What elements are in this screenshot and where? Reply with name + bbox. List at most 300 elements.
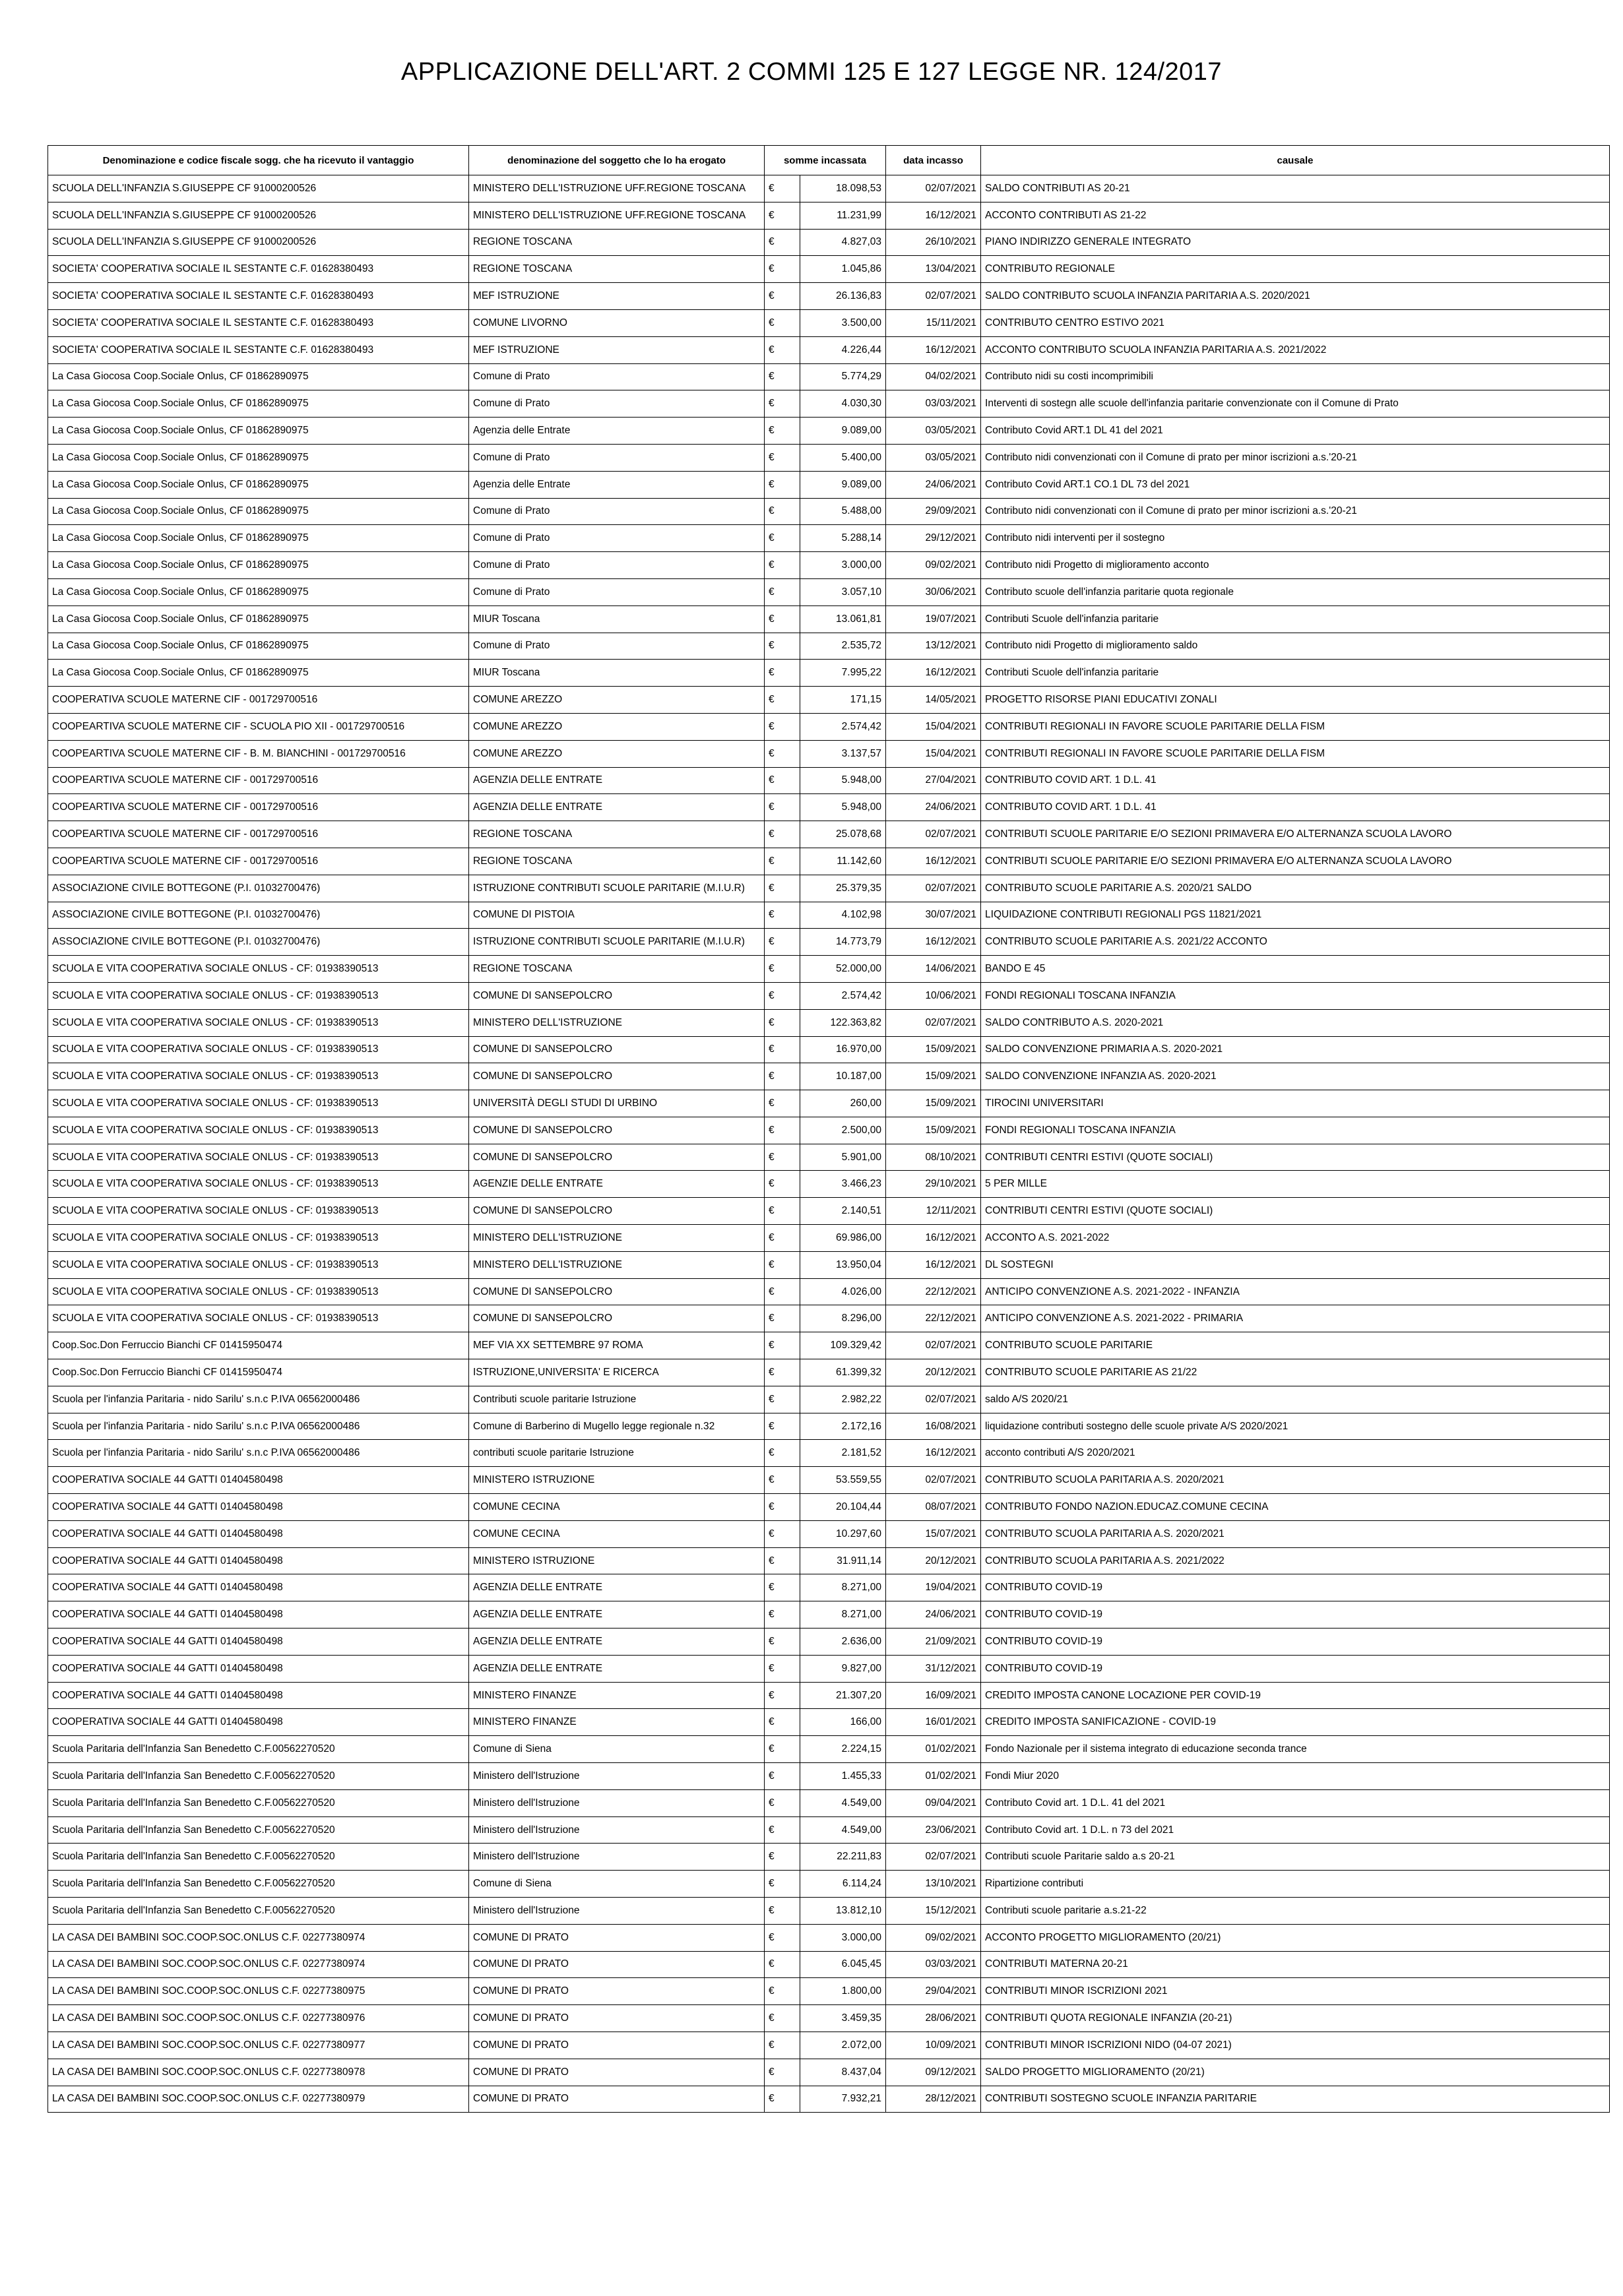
currency-symbol: € bbox=[765, 687, 800, 714]
recipient-cell: COOPEARTIVA SCUOLE MATERNE CIF - 001729700516 bbox=[48, 821, 469, 848]
table-body bbox=[48, 175, 1610, 2113]
issuer-cell: Ministero dell'Istruzione bbox=[469, 1763, 765, 1790]
recipient-cell: SCUOLA DELL'INFANZIA S.GIUSEPPE CF 91000200526 bbox=[48, 229, 469, 256]
date-cell: 09/02/2021 bbox=[886, 552, 981, 579]
amount-cell: 1.800,00 bbox=[800, 1978, 886, 2005]
reason-cell: TIROCINI UNIVERSITARI bbox=[981, 1090, 1610, 1117]
currency-symbol: € bbox=[765, 1278, 800, 1305]
table-row bbox=[48, 525, 1610, 552]
table-row bbox=[48, 1520, 1610, 1547]
amount-cell: 6.114,24 bbox=[800, 1871, 886, 1898]
recipient-cell: LA CASA DEI BAMBINI SOC.COOP.SOC.ONLUS C.F. 02277380974 bbox=[48, 1951, 469, 1978]
date-cell: 29/04/2021 bbox=[886, 1978, 981, 2005]
recipient-cell: Scuola Paritaria dell'Infanzia San Benedetto C.F.00562270520 bbox=[48, 1736, 469, 1763]
recipient-cell: SCUOLA E VITA COOPERATIVA SOCIALE ONLUS - CF: 01938390513 bbox=[48, 1225, 469, 1252]
issuer-cell: MIUR Toscana bbox=[469, 660, 765, 687]
date-cell: 16/12/2021 bbox=[886, 1251, 981, 1278]
reason-cell: CONTRIBUTI MATERNA 20-21 bbox=[981, 1951, 1610, 1978]
currency-symbol: € bbox=[765, 767, 800, 794]
reason-cell: BANDO E 45 bbox=[981, 956, 1610, 983]
date-cell: 15/04/2021 bbox=[886, 713, 981, 740]
reason-cell: CONTRIBUTI REGIONALI IN FAVORE SCUOLE PARITARIE DELLA FISM bbox=[981, 740, 1610, 767]
table-row bbox=[48, 1655, 1610, 1682]
date-cell: 26/10/2021 bbox=[886, 229, 981, 256]
amount-cell: 10.297,60 bbox=[800, 1520, 886, 1547]
amount-cell: 2.140,51 bbox=[800, 1198, 886, 1225]
contributions-table bbox=[48, 145, 1610, 2113]
amount-cell: 69.986,00 bbox=[800, 1225, 886, 1252]
table-row bbox=[48, 794, 1610, 821]
amount-cell: 11.142,60 bbox=[800, 848, 886, 875]
table-row bbox=[48, 471, 1610, 498]
recipient-cell: La Casa Giocosa Coop.Sociale Onlus, CF 01862890975 bbox=[48, 418, 469, 445]
issuer-cell: Ministero dell'Istruzione bbox=[469, 1844, 765, 1871]
amount-cell: 260,00 bbox=[800, 1090, 886, 1117]
date-cell: 09/04/2021 bbox=[886, 1789, 981, 1816]
issuer-cell: Comune di Prato bbox=[469, 552, 765, 579]
currency-symbol: € bbox=[765, 1198, 800, 1225]
currency-symbol: € bbox=[765, 444, 800, 471]
date-cell: 02/07/2021 bbox=[886, 175, 981, 202]
recipient-cell: Scuola Paritaria dell'Infanzia San Benedetto C.F.00562270520 bbox=[48, 1844, 469, 1871]
recipient-cell: Scuola per l'infanzia Paritaria - nido Sarilu' s.n.c P.IVA 06562000486 bbox=[48, 1386, 469, 1413]
reason-cell: CONTRIBUTO SCUOLE PARITARIE bbox=[981, 1332, 1610, 1359]
table-row bbox=[48, 1844, 1610, 1871]
amount-cell: 18.098,53 bbox=[800, 175, 886, 202]
table-row bbox=[48, 1278, 1610, 1305]
reason-cell: CONTRIBUTI SCUOLE PARITARIE E/O SEZIONI PRIMAVERA E/O ALTERNANZA SCUOLA LAVORO bbox=[981, 821, 1610, 848]
currency-symbol: € bbox=[765, 256, 800, 283]
table-row bbox=[48, 875, 1610, 902]
currency-symbol: € bbox=[765, 1144, 800, 1171]
recipient-cell: COOPERATIVA SOCIALE 44 GATTI 01404580498 bbox=[48, 1601, 469, 1629]
issuer-cell: ISTRUZIONE,UNIVERSITA' E RICERCA bbox=[469, 1359, 765, 1386]
reason-cell: CONTRIBUTI SCUOLE PARITARIE E/O SEZIONI PRIMAVERA E/O ALTERNANZA SCUOLA LAVORO bbox=[981, 848, 1610, 875]
currency-symbol: € bbox=[765, 1844, 800, 1871]
table-row bbox=[48, 1816, 1610, 1844]
currency-symbol: € bbox=[765, 1924, 800, 1951]
reason-cell: CONTRIBUTO SCUOLA PARITARIA A.S. 2021/2022 bbox=[981, 1547, 1610, 1574]
recipient-cell: LA CASA DEI BAMBINI SOC.COOP.SOC.ONLUS C.F. 02277380974 bbox=[48, 1924, 469, 1951]
amount-cell: 5.774,29 bbox=[800, 363, 886, 390]
table-row bbox=[48, 418, 1610, 445]
amount-cell: 52.000,00 bbox=[800, 956, 886, 983]
issuer-cell: Ministero dell'Istruzione bbox=[469, 1789, 765, 1816]
date-cell: 16/12/2021 bbox=[886, 1440, 981, 1467]
issuer-cell: COMUNE AREZZO bbox=[469, 687, 765, 714]
amount-cell: 10.187,00 bbox=[800, 1063, 886, 1090]
recipient-cell: SCUOLA E VITA COOPERATIVA SOCIALE ONLUS - CF: 01938390513 bbox=[48, 1171, 469, 1198]
issuer-cell: REGIONE TOSCANA bbox=[469, 229, 765, 256]
reason-cell: Contributi scuole paritarie a.s.21-22 bbox=[981, 1898, 1610, 1925]
date-cell: 24/06/2021 bbox=[886, 1601, 981, 1629]
table-row bbox=[48, 552, 1610, 579]
issuer-cell: MEF VIA XX SETTEMBRE 97 ROMA bbox=[469, 1332, 765, 1359]
amount-cell: 3.057,10 bbox=[800, 578, 886, 605]
recipient-cell: La Casa Giocosa Coop.Sociale Onlus, CF 01862890975 bbox=[48, 552, 469, 579]
reason-cell: SALDO CONTRIBUTI AS 20-21 bbox=[981, 175, 1610, 202]
table-row bbox=[48, 1440, 1610, 1467]
amount-cell: 26.136,83 bbox=[800, 283, 886, 310]
currency-symbol: € bbox=[765, 578, 800, 605]
reason-cell: CONTRIBUTI SOSTEGNO SCUOLE INFANZIA PARITARIE bbox=[981, 2086, 1610, 2113]
amount-cell: 31.911,14 bbox=[800, 1547, 886, 1574]
issuer-cell: MEF ISTRUZIONE bbox=[469, 283, 765, 310]
currency-symbol: € bbox=[765, 202, 800, 229]
table-row bbox=[48, 848, 1610, 875]
table-row bbox=[48, 444, 1610, 471]
reason-cell: Contributo Covid art. 1 D.L. n 73 del 2021 bbox=[981, 1816, 1610, 1844]
reason-cell: CONTRIBUTI CENTRI ESTIVI (QUOTE SOCIALI) bbox=[981, 1144, 1610, 1171]
table-row bbox=[48, 687, 1610, 714]
amount-cell: 5.488,00 bbox=[800, 498, 886, 525]
recipient-cell: Scuola Paritaria dell'Infanzia San Benedetto C.F.00562270520 bbox=[48, 1816, 469, 1844]
currency-symbol: € bbox=[765, 1709, 800, 1736]
recipient-cell: SCUOLA E VITA COOPERATIVA SOCIALE ONLUS - CF: 01938390513 bbox=[48, 1251, 469, 1278]
recipient-cell: COOPERATIVA SOCIALE 44 GATTI 01404580498 bbox=[48, 1709, 469, 1736]
table-row bbox=[48, 2059, 1610, 2086]
table-row bbox=[48, 1063, 1610, 1090]
date-cell: 19/04/2021 bbox=[886, 1574, 981, 1601]
table-row bbox=[48, 578, 1610, 605]
date-cell: 16/12/2021 bbox=[886, 336, 981, 363]
currency-symbol: € bbox=[765, 1305, 800, 1332]
reason-cell: Contributo nidi convenzionati con il Comune di prato per minor iscrizioni a.s.'20-21 bbox=[981, 498, 1610, 525]
recipient-cell: SCUOLA E VITA COOPERATIVA SOCIALE ONLUS - CF: 01938390513 bbox=[48, 1063, 469, 1090]
recipient-cell: SCUOLA E VITA COOPERATIVA SOCIALE ONLUS - CF: 01938390513 bbox=[48, 982, 469, 1009]
currency-symbol: € bbox=[765, 2086, 800, 2113]
date-cell: 21/09/2021 bbox=[886, 1629, 981, 1656]
amount-cell: 8.271,00 bbox=[800, 1601, 886, 1629]
reason-cell: CONTRIBUTI REGIONALI IN FAVORE SCUOLE PARITARIE DELLA FISM bbox=[981, 713, 1610, 740]
amount-cell: 21.307,20 bbox=[800, 1682, 886, 1709]
currency-symbol: € bbox=[765, 471, 800, 498]
issuer-cell: COMUNE DI PRATO bbox=[469, 1924, 765, 1951]
date-cell: 30/06/2021 bbox=[886, 578, 981, 605]
issuer-cell: ISTRUZIONE CONTRIBUTI SCUOLE PARITARIE (M.I.U.R) bbox=[469, 929, 765, 956]
currency-symbol: € bbox=[765, 1978, 800, 2005]
reason-cell: ACCONTO CONTRIBUTI AS 21-22 bbox=[981, 202, 1610, 229]
reason-cell: acconto contributi A/S 2020/2021 bbox=[981, 1440, 1610, 1467]
recipient-cell: COOPEARTIVA SCUOLE MATERNE CIF - B. M. BIANCHINI - 001729700516 bbox=[48, 740, 469, 767]
issuer-cell: MINISTERO FINANZE bbox=[469, 1709, 765, 1736]
recipient-cell: LA CASA DEI BAMBINI SOC.COOP.SOC.ONLUS C.F. 02277380978 bbox=[48, 2059, 469, 2086]
currency-symbol: € bbox=[765, 605, 800, 633]
table-row bbox=[48, 660, 1610, 687]
reason-cell: FONDI REGIONALI TOSCANA INFANZIA bbox=[981, 982, 1610, 1009]
issuer-cell: Comune di Prato bbox=[469, 363, 765, 390]
date-cell: 03/05/2021 bbox=[886, 418, 981, 445]
currency-symbol: € bbox=[765, 175, 800, 202]
currency-symbol: € bbox=[765, 1171, 800, 1198]
amount-cell: 3.000,00 bbox=[800, 552, 886, 579]
recipient-cell: SCUOLA DELL'INFANZIA S.GIUSEPPE CF 91000200526 bbox=[48, 202, 469, 229]
amount-cell: 8.271,00 bbox=[800, 1574, 886, 1601]
recipient-cell: LA CASA DEI BAMBINI SOC.COOP.SOC.ONLUS C.F. 02277380977 bbox=[48, 2032, 469, 2059]
currency-symbol: € bbox=[765, 1871, 800, 1898]
currency-symbol: € bbox=[765, 1682, 800, 1709]
date-cell: 15/07/2021 bbox=[886, 1520, 981, 1547]
table-row bbox=[48, 1144, 1610, 1171]
table-row bbox=[48, 336, 1610, 363]
reason-cell: CONTRIBUTO CENTRO ESTIVO 2021 bbox=[981, 309, 1610, 336]
date-cell: 02/07/2021 bbox=[886, 875, 981, 902]
currency-symbol: € bbox=[765, 2059, 800, 2086]
amount-cell: 53.559,55 bbox=[800, 1467, 886, 1494]
reason-cell: CONTRIBUTI CENTRI ESTIVI (QUOTE SOCIALI) bbox=[981, 1198, 1610, 1225]
table-row bbox=[48, 309, 1610, 336]
issuer-cell: MINISTERO ISTRUZIONE bbox=[469, 1547, 765, 1574]
issuer-cell: Agenzia delle Entrate bbox=[469, 471, 765, 498]
issuer-cell: AGENZIE DELLE ENTRATE bbox=[469, 1171, 765, 1198]
date-cell: 15/04/2021 bbox=[886, 740, 981, 767]
date-cell: 16/12/2021 bbox=[886, 660, 981, 687]
amount-cell: 25.379,35 bbox=[800, 875, 886, 902]
recipient-cell: COOPERATIVA SCUOLE MATERNE CIF - 001729700516 bbox=[48, 687, 469, 714]
table-row bbox=[48, 229, 1610, 256]
date-cell: 15/09/2021 bbox=[886, 1036, 981, 1063]
recipient-cell: COOPEARTIVA SCUOLE MATERNE CIF - 001729700516 bbox=[48, 848, 469, 875]
issuer-cell: Comune di Prato bbox=[469, 578, 765, 605]
recipient-cell: ASSOCIAZIONE CIVILE BOTTEGONE (P.I. 01032700476) bbox=[48, 929, 469, 956]
recipient-cell: SCUOLA E VITA COOPERATIVA SOCIALE ONLUS - CF: 01938390513 bbox=[48, 1117, 469, 1144]
currency-symbol: € bbox=[765, 1009, 800, 1036]
date-cell: 02/07/2021 bbox=[886, 1386, 981, 1413]
currency-symbol: € bbox=[765, 902, 800, 929]
reason-cell: saldo A/S 2020/21 bbox=[981, 1386, 1610, 1413]
reason-cell: Contributo nidi convenzionati con il Comune di prato per minor iscrizioni a.s.'20-21 bbox=[981, 444, 1610, 471]
date-cell: 10/09/2021 bbox=[886, 2032, 981, 2059]
table-row bbox=[48, 767, 1610, 794]
currency-symbol: € bbox=[765, 1251, 800, 1278]
reason-cell: Contributo nidi interventi per il sostegno bbox=[981, 525, 1610, 552]
table-row bbox=[48, 1090, 1610, 1117]
currency-symbol: € bbox=[765, 418, 800, 445]
recipient-cell: Scuola Paritaria dell'Infanzia San Benedetto C.F.00562270520 bbox=[48, 1763, 469, 1790]
recipient-cell: La Casa Giocosa Coop.Sociale Onlus, CF 01862890975 bbox=[48, 444, 469, 471]
issuer-cell: MINISTERO FINANZE bbox=[469, 1682, 765, 1709]
issuer-cell: COMUNE DI SANSEPOLCRO bbox=[469, 982, 765, 1009]
amount-cell: 3.459,35 bbox=[800, 2005, 886, 2032]
table-row bbox=[48, 2086, 1610, 2113]
table-row bbox=[48, 1036, 1610, 1063]
reason-cell: Contributo scuole dell'infanzia paritarie quota regionale bbox=[981, 578, 1610, 605]
amount-cell: 2.636,00 bbox=[800, 1629, 886, 1656]
date-cell: 01/02/2021 bbox=[886, 1736, 981, 1763]
table-row bbox=[48, 2032, 1610, 2059]
reason-cell: CONTRIBUTO COVID ART. 1 D.L. 41 bbox=[981, 794, 1610, 821]
issuer-cell: COMUNE DI PISTOIA bbox=[469, 902, 765, 929]
recipient-cell: Scuola per l'infanzia Paritaria - nido Sarilu' s.n.c P.IVA 06562000486 bbox=[48, 1413, 469, 1440]
reason-cell: CONTRIBUTO SCUOLE PARITARIE A.S. 2021/22 ACCONTO bbox=[981, 929, 1610, 956]
issuer-cell: COMUNE CECINA bbox=[469, 1494, 765, 1521]
amount-cell: 5.901,00 bbox=[800, 1144, 886, 1171]
amount-cell: 14.773,79 bbox=[800, 929, 886, 956]
recipient-cell: SCUOLA E VITA COOPERATIVA SOCIALE ONLUS - CF: 01938390513 bbox=[48, 1198, 469, 1225]
table-row bbox=[48, 1978, 1610, 2005]
table-row bbox=[48, 633, 1610, 660]
issuer-cell: Comune di Siena bbox=[469, 1871, 765, 1898]
issuer-cell: Ministero dell'Istruzione bbox=[469, 1898, 765, 1925]
date-cell: 24/06/2021 bbox=[886, 794, 981, 821]
table-row bbox=[48, 1682, 1610, 1709]
reason-cell: ACCONTO CONTRIBUTO SCUOLA INFANZIA PARITARIA A.S. 2021/2022 bbox=[981, 336, 1610, 363]
issuer-cell: Comune di Prato bbox=[469, 525, 765, 552]
amount-cell: 2.172,16 bbox=[800, 1413, 886, 1440]
amount-cell: 2.500,00 bbox=[800, 1117, 886, 1144]
currency-symbol: € bbox=[765, 956, 800, 983]
date-cell: 08/07/2021 bbox=[886, 1494, 981, 1521]
issuer-cell: AGENZIA DELLE ENTRATE bbox=[469, 794, 765, 821]
recipient-cell: SCUOLA E VITA COOPERATIVA SOCIALE ONLUS - CF: 01938390513 bbox=[48, 1036, 469, 1063]
table-row bbox=[48, 2005, 1610, 2032]
issuer-cell: Agenzia delle Entrate bbox=[469, 418, 765, 445]
issuer-cell: Comune di Prato bbox=[469, 444, 765, 471]
amount-cell: 2.982,22 bbox=[800, 1386, 886, 1413]
table-row bbox=[48, 390, 1610, 418]
amount-cell: 13.812,10 bbox=[800, 1898, 886, 1925]
currency-symbol: € bbox=[765, 1789, 800, 1816]
date-cell: 03/05/2021 bbox=[886, 444, 981, 471]
recipient-cell: SCUOLA E VITA COOPERATIVA SOCIALE ONLUS - CF: 01938390513 bbox=[48, 1305, 469, 1332]
issuer-cell: AGENZIA DELLE ENTRATE bbox=[469, 1629, 765, 1656]
date-cell: 14/06/2021 bbox=[886, 956, 981, 983]
table-header-row bbox=[48, 146, 1610, 175]
table-row bbox=[48, 1251, 1610, 1278]
table-row bbox=[48, 1359, 1610, 1386]
recipient-cell: SOCIETA' COOPERATIVA SOCIALE IL SESTANTE C.F. 01628380493 bbox=[48, 336, 469, 363]
date-cell: 03/03/2021 bbox=[886, 390, 981, 418]
date-cell: 15/11/2021 bbox=[886, 309, 981, 336]
amount-cell: 4.226,44 bbox=[800, 336, 886, 363]
issuer-cell: MINISTERO DELL'ISTRUZIONE UFF.REGIONE TOSCANA bbox=[469, 175, 765, 202]
currency-symbol: € bbox=[765, 363, 800, 390]
issuer-cell: MINISTERO DELL'ISTRUZIONE UFF.REGIONE TOSCANA bbox=[469, 202, 765, 229]
table-row bbox=[48, 498, 1610, 525]
amount-cell: 11.231,99 bbox=[800, 202, 886, 229]
date-cell: 15/09/2021 bbox=[886, 1117, 981, 1144]
currency-symbol: € bbox=[765, 1063, 800, 1090]
date-cell: 29/12/2021 bbox=[886, 525, 981, 552]
amount-cell: 2.535,72 bbox=[800, 633, 886, 660]
amount-cell: 13.061,81 bbox=[800, 605, 886, 633]
reason-cell: SALDO CONVENZIONE INFANZIA AS. 2020-2021 bbox=[981, 1063, 1610, 1090]
issuer-cell: COMUNE DI SANSEPOLCRO bbox=[469, 1198, 765, 1225]
reason-cell: SALDO CONVENZIONE PRIMARIA A.S. 2020-2021 bbox=[981, 1036, 1610, 1063]
date-cell: 15/12/2021 bbox=[886, 1898, 981, 1925]
amount-cell: 22.211,83 bbox=[800, 1844, 886, 1871]
amount-cell: 5.400,00 bbox=[800, 444, 886, 471]
reason-cell: CONTRIBUTO COVID-19 bbox=[981, 1629, 1610, 1656]
reason-cell: CONTRIBUTO COVID-19 bbox=[981, 1655, 1610, 1682]
reason-cell: CREDITO IMPOSTA CANONE LOCAZIONE PER COVID-19 bbox=[981, 1682, 1610, 1709]
currency-symbol: € bbox=[765, 390, 800, 418]
recipient-cell: SCUOLA E VITA COOPERATIVA SOCIALE ONLUS - CF: 01938390513 bbox=[48, 956, 469, 983]
recipient-cell: SOCIETA' COOPERATIVA SOCIALE IL SESTANTE C.F. 01628380493 bbox=[48, 283, 469, 310]
issuer-cell: COMUNE DI SANSEPOLCRO bbox=[469, 1144, 765, 1171]
table-row bbox=[48, 1789, 1610, 1816]
currency-symbol: € bbox=[765, 1601, 800, 1629]
date-cell: 13/10/2021 bbox=[886, 1871, 981, 1898]
amount-cell: 4.827,03 bbox=[800, 229, 886, 256]
amount-cell: 9.089,00 bbox=[800, 471, 886, 498]
recipient-cell: SCUOLA E VITA COOPERATIVA SOCIALE ONLUS - CF: 01938390513 bbox=[48, 1009, 469, 1036]
currency-symbol: € bbox=[765, 1359, 800, 1386]
currency-symbol: € bbox=[765, 982, 800, 1009]
table-row bbox=[48, 1467, 1610, 1494]
reason-cell: CONTRIBUTO FONDO NAZION.EDUCAZ.COMUNE CECINA bbox=[981, 1494, 1610, 1521]
amount-cell: 171,15 bbox=[800, 687, 886, 714]
reason-cell: CONTRIBUTO SCUOLE PARITARIE A.S. 2020/21 SALDO bbox=[981, 875, 1610, 902]
issuer-cell: MINISTERO DELL'ISTRUZIONE bbox=[469, 1225, 765, 1252]
date-cell: 15/09/2021 bbox=[886, 1090, 981, 1117]
issuer-cell: COMUNE DI PRATO bbox=[469, 1978, 765, 2005]
amount-cell: 2.574,42 bbox=[800, 982, 886, 1009]
issuer-cell: COMUNE AREZZO bbox=[469, 713, 765, 740]
reason-cell: PIANO INDIRIZZO GENERALE INTEGRATO bbox=[981, 229, 1610, 256]
reason-cell: DL SOSTEGNI bbox=[981, 1251, 1610, 1278]
currency-symbol: € bbox=[765, 1736, 800, 1763]
currency-symbol: € bbox=[765, 1117, 800, 1144]
table-row bbox=[48, 363, 1610, 390]
table-row bbox=[48, 1574, 1610, 1601]
currency-symbol: € bbox=[765, 821, 800, 848]
table-row bbox=[48, 1898, 1610, 1925]
date-cell: 24/06/2021 bbox=[886, 471, 981, 498]
table-row bbox=[48, 202, 1610, 229]
issuer-cell: COMUNE DI PRATO bbox=[469, 2059, 765, 2086]
recipient-cell: Scuola per l'infanzia Paritaria - nido Sarilu' s.n.c P.IVA 06562000486 bbox=[48, 1440, 469, 1467]
recipient-cell: ASSOCIAZIONE CIVILE BOTTEGONE (P.I. 01032700476) bbox=[48, 902, 469, 929]
issuer-cell: AGENZIA DELLE ENTRATE bbox=[469, 1655, 765, 1682]
reason-cell: ACCONTO PROGETTO MIGLIORAMENTO (20/21) bbox=[981, 1924, 1610, 1951]
issuer-cell: Comune di Prato bbox=[469, 498, 765, 525]
table-row bbox=[48, 1225, 1610, 1252]
issuer-cell: COMUNE DI PRATO bbox=[469, 2086, 765, 2113]
issuer-cell: AGENZIA DELLE ENTRATE bbox=[469, 1574, 765, 1601]
currency-symbol: € bbox=[765, 498, 800, 525]
table-row bbox=[48, 1924, 1610, 1951]
date-cell: 15/09/2021 bbox=[886, 1063, 981, 1090]
currency-symbol: € bbox=[765, 660, 800, 687]
issuer-cell: COMUNE LIVORNO bbox=[469, 309, 765, 336]
issuer-cell: ISTRUZIONE CONTRIBUTI SCUOLE PARITARIE (M.I.U.R) bbox=[469, 875, 765, 902]
table-row bbox=[48, 1629, 1610, 1656]
reason-cell: Fondo Nazionale per il sistema integrato di educazione seconda trance bbox=[981, 1736, 1610, 1763]
date-cell: 02/07/2021 bbox=[886, 1467, 981, 1494]
date-cell: 28/06/2021 bbox=[886, 2005, 981, 2032]
reason-cell: CONTRIBUTO REGIONALE bbox=[981, 256, 1610, 283]
issuer-cell: COMUNE DI PRATO bbox=[469, 2032, 765, 2059]
issuer-cell: COMUNE DI SANSEPOLCRO bbox=[469, 1063, 765, 1090]
date-cell: 16/09/2021 bbox=[886, 1682, 981, 1709]
currency-symbol: € bbox=[765, 1332, 800, 1359]
reason-cell: ANTICIPO CONVENZIONE A.S. 2021-2022 - INFANZIA bbox=[981, 1278, 1610, 1305]
recipient-cell: La Casa Giocosa Coop.Sociale Onlus, CF 01862890975 bbox=[48, 633, 469, 660]
currency-symbol: € bbox=[765, 713, 800, 740]
currency-symbol: € bbox=[765, 1036, 800, 1063]
date-cell: 13/04/2021 bbox=[886, 256, 981, 283]
table-row bbox=[48, 1386, 1610, 1413]
recipient-cell: Scuola Paritaria dell'Infanzia San Benedetto C.F.00562270520 bbox=[48, 1898, 469, 1925]
issuer-cell: MIUR Toscana bbox=[469, 605, 765, 633]
date-cell: 16/12/2021 bbox=[886, 929, 981, 956]
currency-symbol: € bbox=[765, 794, 800, 821]
reason-cell: Contributi Scuole dell'infanzia paritarie bbox=[981, 660, 1610, 687]
recipient-cell: La Casa Giocosa Coop.Sociale Onlus, CF 01862890975 bbox=[48, 390, 469, 418]
recipient-cell: La Casa Giocosa Coop.Sociale Onlus, CF 01862890975 bbox=[48, 525, 469, 552]
reason-cell: CONTRIBUTI MINOR ISCRIZIONI 2021 bbox=[981, 1978, 1610, 2005]
